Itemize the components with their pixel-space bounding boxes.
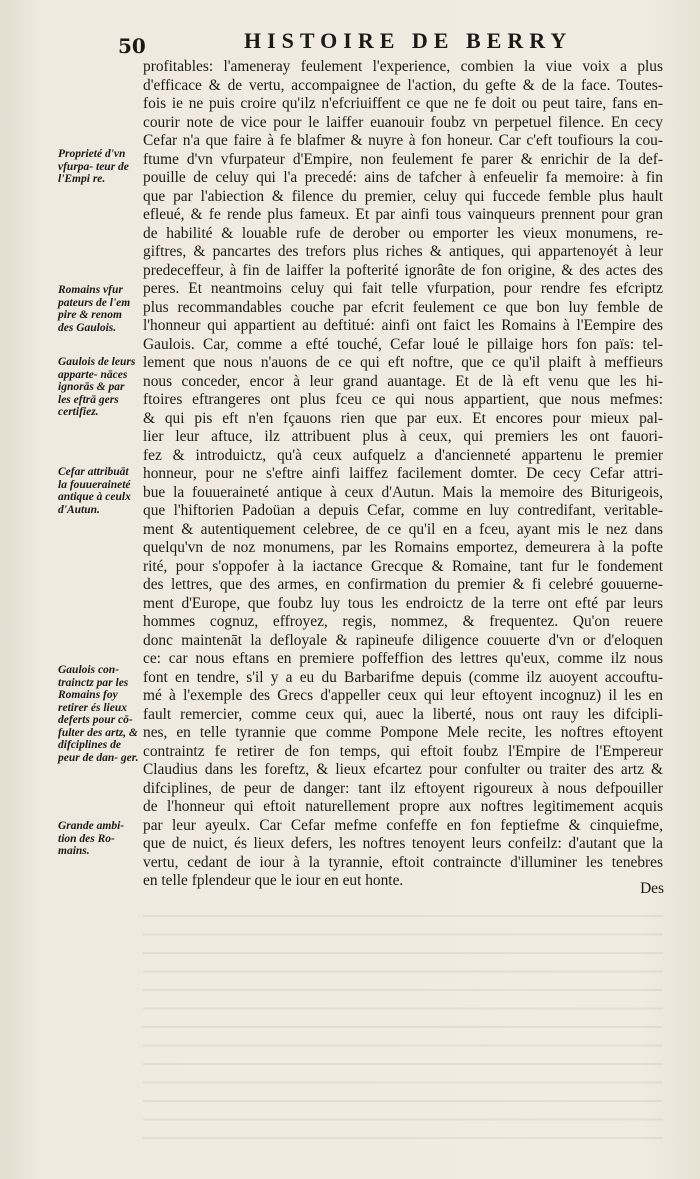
text-line: lement que nous n'auons de ce qui eft noftre, que ce qu'il plaift à meffieurs	[143, 354, 663, 371]
text-line: giftres, & pancartes des trefors plus riches & antiques, qui appartenoyét à leur	[143, 243, 663, 260]
text-line: peres. Et neantmoins celuy qui fait telle vfurpation, pour rendre fes efcriptz	[143, 280, 663, 297]
text-line: d'efficace & de vertu, accompaignee de l'action, du gefte & de la face. Toutes-	[143, 76, 663, 94]
text-line: en telle fplendeur que le iour en eut honte.	[143, 872, 404, 889]
text-line: Cefar n'a que faire à fe blafmer & nuyre à fon honeur. Car c'eft toufiours la cou-	[143, 132, 663, 149]
text-line: lier leur aftuce, ilz attribuent plus à ceux, qui premiers les ont fauori-	[143, 428, 663, 445]
text-line: Gaulois. Car, comme a efté touché, Cefar loué le pillaige hors fon païs: tel-	[143, 335, 663, 353]
show-through-bleed	[143, 905, 663, 1145]
text-line: de habilité & louable rufe de derober ou emporter les vieux monumens, re-	[143, 224, 663, 242]
text-line: donc maintenāt la defloyale & rapineufe diligence couuerte d'vn or d'eloquen	[143, 631, 663, 649]
text-line: courir note de vice pour le laiffer euanouir foubz vn perpetuel filence. En cecy	[143, 113, 663, 131]
text-line: efleué, & fe rende plus fameux. Et par ainfi tous vainqueurs prennent pour gran	[143, 206, 663, 223]
text-line: ment & autentiquement celebree, de ce qu'il en a fceu, ayant mis le nez dans	[143, 520, 663, 538]
text-line: rité, pour s'oppofer à la iactance Grecque & Romaine, tant fur le fondement	[143, 557, 663, 575]
page-number: 50	[118, 34, 146, 58]
margin-note: Proprieté d'vn vfurpa- teur de l'Empi re.	[58, 148, 129, 185]
catchword: Des	[640, 880, 664, 897]
text-line: nes, en telle tyrannie que comme Pompone Mele recite, les noftres eftoyent	[143, 724, 663, 741]
text-line: predeceffeur, à fin de laiffer la pofterité ignorâte de fon origine, & des actes des	[143, 261, 663, 279]
text-line: font en tendre, s'il y a eu du Barbarifme depuis (comme ilz auoyent accouftu-	[143, 668, 663, 686]
margin-notes	[58, 0, 142, 1179]
text-line: que de nuict, és lieux defers, les noftres tenoyent leurs confeilz: d'autant que la	[143, 835, 663, 852]
text-line: profitables: l'ameneray feulement l'experience, combien la viue voix a plus	[143, 58, 663, 75]
text-line: mé à l'exemple des Grecs d'appeller ceux qui leur eftoyent incognuz) il les en	[143, 687, 663, 704]
text-line: de l'honneur qui eftoit naturellement propre aux noftres legitimement acquis	[143, 798, 663, 815]
text-line: fois ie ne puis croire qu'ilz n'efcriuiffent ce que ne fe doit ou peut taire, fans en-	[143, 95, 663, 112]
text-line: contraintz fe retirer de fon temps, qui eftoit foubz l'Empire de l'Empereur	[143, 742, 663, 760]
text-line: bue la fouueraineté antique à ceux d'Autun. Mais la memoire des Biturigeois,	[143, 483, 663, 501]
margin-note: Grande ambi- tion des Ro- mains.	[58, 820, 125, 857]
text-line: difciplines, de peur de danger: tant ilz eftoyent rigoureux à nous defpouiller	[143, 779, 663, 797]
text-line: nous conceder, encor à leur grand auantage. Et de là eft venu que les hi-	[143, 372, 663, 390]
text-line: ment d'Europe, que foubz luy tous les endroictz de la terre ont efté par leurs	[143, 594, 663, 612]
text-line: & qui pis eft n'en fçauons rien que par eux. Et encores pour mieux pal-	[143, 409, 663, 427]
text-line: Claudius dans les foreftz, & lieux efcartez pour confulter ou traiter des artz &	[143, 761, 663, 778]
text-line: vertu, cedant de iour à la tyrannie, eftoit contraincte d'illuminer les tenebres	[143, 853, 663, 871]
margin-note: Cefar attribuāt la fouueraineté antique à ceulx d'Autun.	[58, 466, 131, 516]
margin-note: Gaulois con- trainctz par les Romains foy retirer és lieux deferts pour cō- fulter des artz, & difciplines de peur de dan- ger.	[58, 664, 139, 764]
body-text	[143, 58, 663, 891]
text-line: hommes cognuz, effroyez, regis, nommez, & frequentez. Qu'on reuere	[143, 613, 663, 630]
text-line: des lettres, que des armes, en confirmation du premier & fi celebré gouuerne-	[143, 576, 663, 593]
text-line: fault remercier, comme ceux qui, auec la liberté, nous ont rauy les difcipli-	[143, 705, 663, 723]
text-line: que par l'abiection & filence du premier, celuy qui fuccede femble plus hault	[143, 187, 663, 205]
text-line: par leur ayeulx. Car Cefar mefme confeffe en fon feptiefme & cinquiefme,	[143, 816, 663, 834]
text-line: que l'hiftorien Padoüan a depuis Cefar, comme en luy contredifant, veritable-	[143, 502, 663, 519]
margin-note: Gaulois de leurs apparte- nāces ignorās & par les eftrā gers certifiez.	[58, 356, 136, 418]
text-line: honneur, pour ne s'eftre ainfi laiffez facilement domter. De cecy Cefar attri-	[143, 465, 663, 482]
text-line: plus recommandables couche par efcrit feulement ce que bon luy femble de	[143, 298, 663, 316]
running-title: HISTOIRE DE BERRY	[244, 28, 573, 53]
text-line: l'honneur qui appartient au deftitué: ainfi ont faict les Romains à l'Eempire des	[143, 317, 663, 334]
text-line: quelqu'vn de noz monumens, par les Romains emportez, demeurera à la pofte	[143, 539, 663, 556]
text-line: ftoires eftrangeres ont plus fceu ce qui nous appartient, que nous mefmes:	[143, 391, 663, 408]
text-line: pouille de celuy qui l'a precedé: ains de tafcher à enfeuelir fa memoire: à fin	[143, 169, 663, 186]
text-line: ftume d'vn vfurpateur d'Empire, non feulement fe parer & enrichir de la def-	[143, 150, 663, 168]
text-line: ce: car nous eftans en premiere poffeffion des lettres qu'eux, comme ilz nous	[143, 650, 663, 667]
margin-note: Romains vfur pateurs de l'em pire & renom des Gaulois.	[58, 284, 131, 334]
text-line: fez & introduictz, qu'à ceux aufquelz a d'ancienneté appartenu le premier	[143, 446, 663, 464]
